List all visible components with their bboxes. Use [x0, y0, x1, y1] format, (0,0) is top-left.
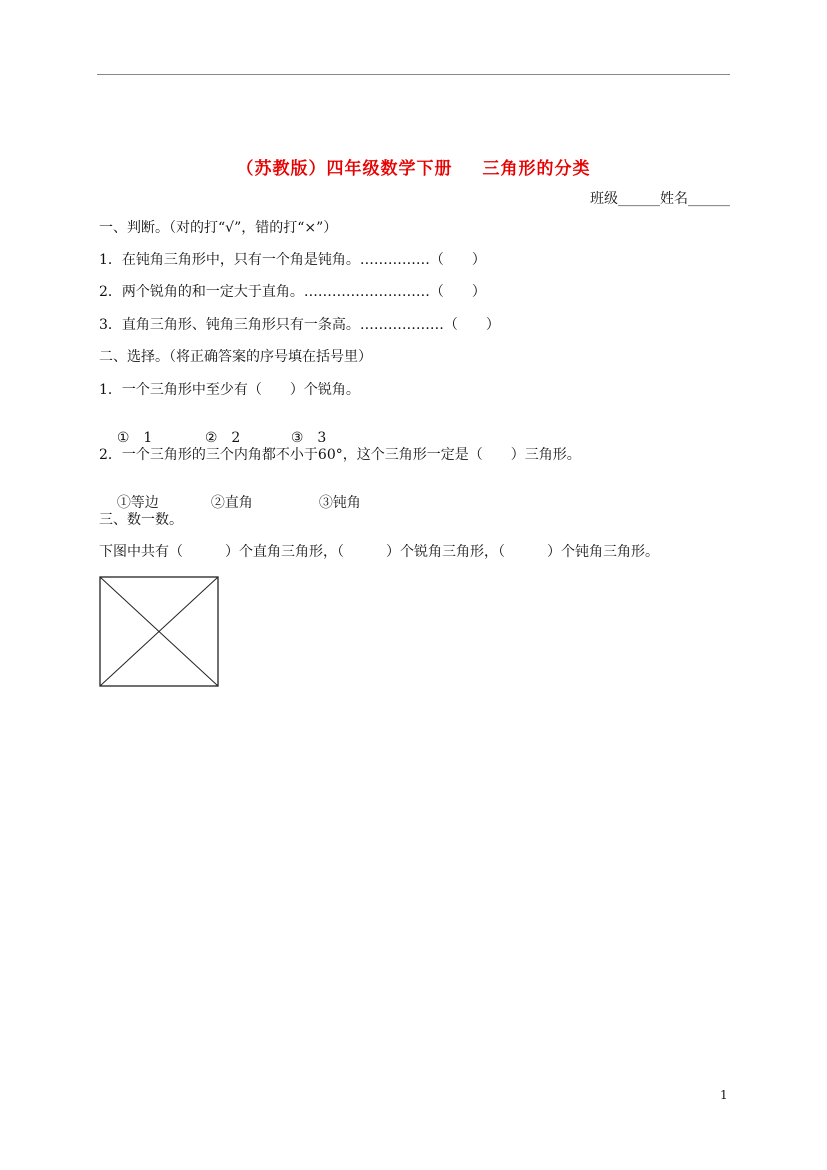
option-1: ①等边: [116, 495, 159, 511]
square-with-diagonals-figure: [99, 576, 220, 688]
class-name-line: 班级______姓名______: [590, 191, 730, 207]
option-3: ③ 3: [290, 430, 327, 446]
section1-heading: 一、判断。（对的打“√”，错的打“×”）: [99, 220, 338, 236]
section2-question-2: 2．一个三角形的三个内角都不小于60°，这个三角形一定是（ ）三角形。: [99, 447, 581, 463]
section1-question-1: 1．在钝角三角形中，只有一个角是钝角。……………（ ）: [99, 252, 486, 268]
option-3: ③钝角: [318, 495, 361, 511]
section3-question-1: 下图中共有（ ）个直角三角形，（ ）个锐角三角形，（ ）个钝角三角形。: [99, 544, 659, 560]
option-2: ② 2: [204, 430, 241, 446]
section1-question-2: 2．两个锐角的和一定大于直角。………………………（ ）: [99, 284, 486, 300]
title-topic: 三角形的分类: [482, 159, 591, 179]
option-2: ②直角: [210, 495, 253, 511]
section2-heading: 二、选择。（将正确答案的序号填在括号里）: [99, 349, 372, 365]
header-rule: [97, 74, 730, 75]
page-number: 1: [720, 1088, 728, 1102]
section2-question-1: 1．一个三角形中至少有（ ）个锐角。: [99, 382, 360, 398]
section3-heading: 三、数一数。: [99, 512, 183, 528]
worksheet-title: [0, 154, 827, 179]
option-1: ① 1: [116, 430, 153, 446]
title-grade-book: （苏教版）四年级数学下册: [236, 159, 453, 179]
section1-question-3: 3．直角三角形、钝角三角形只有一条高。………………（ ）: [99, 317, 500, 333]
